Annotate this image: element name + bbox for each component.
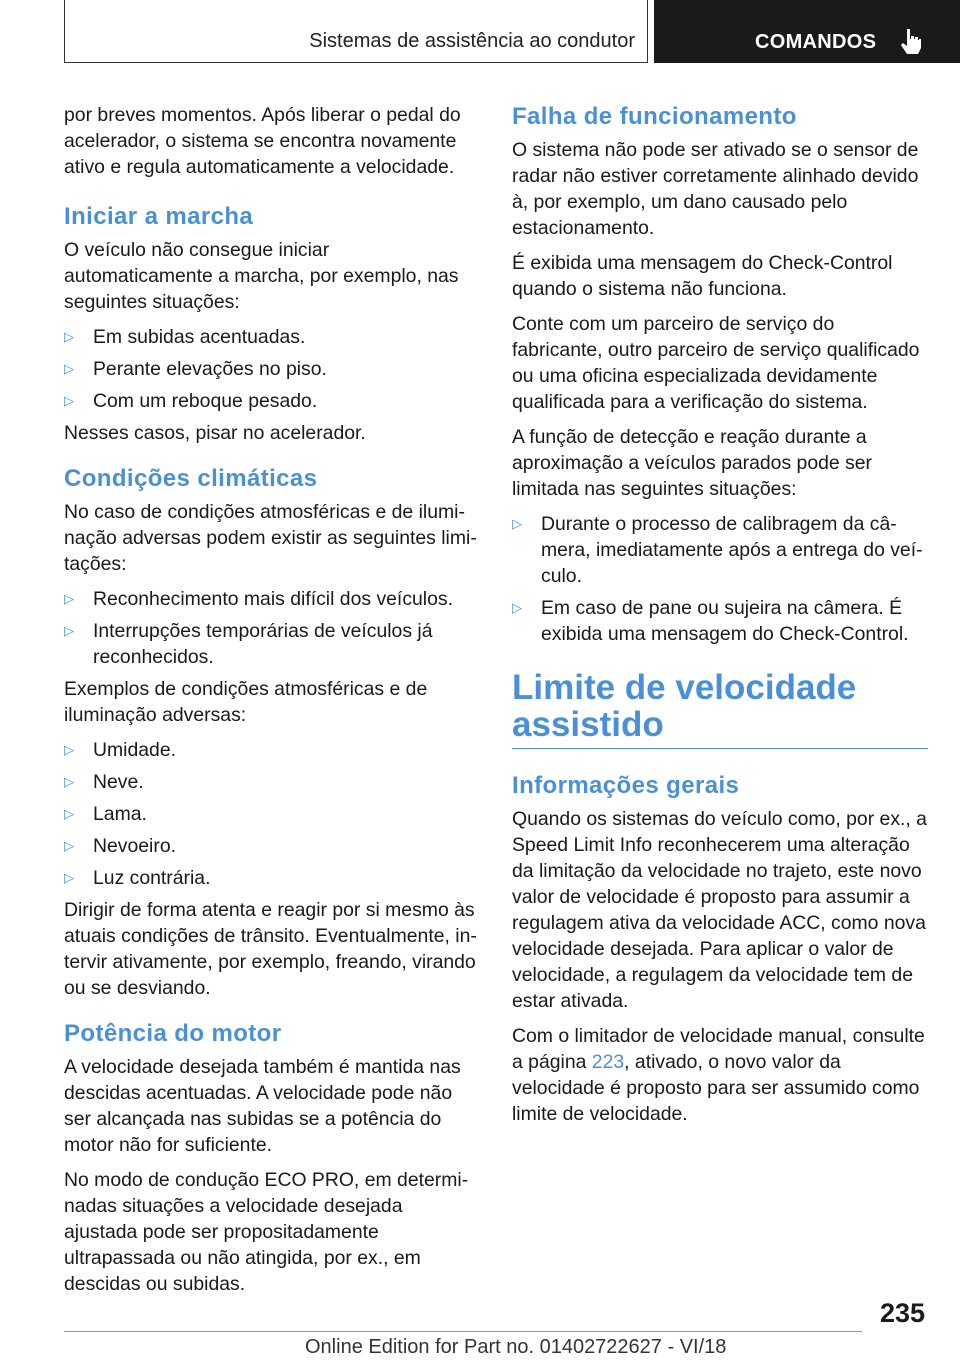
intro-paragraph: por breves momentos. Após liberar o pedal do acelerador, o sistema se encontra novamente ativo e regula automaticamente a velocidade.	[64, 104, 461, 178]
paragraph: Dirigir de forma atenta e reagir por si mesmo às atuais condições de trânsito. Eventualmente, intervir ativamente, por exemplo, freando, virando ou se desviando.	[64, 899, 477, 999]
triangle-bullet-icon: ▷	[64, 393, 74, 408]
triangle-bullet-icon: ▷	[64, 870, 74, 885]
hand-pointer-icon	[898, 27, 924, 55]
list-item: ▷ Umidade.	[64, 739, 176, 761]
paragraph: O veículo não consegue iniciar automaticamente a marcha, por exemplo, nas seguintes situações:	[64, 239, 459, 313]
list-item: ▷ Perante elevações no piso.	[64, 358, 327, 380]
paragraph: A função de detecção e reação durante a aproximação a veículos parados pode ser limitada nas seguintes situações:	[512, 426, 873, 500]
triangle-bullet-icon: ▷	[512, 516, 522, 531]
paragraph: No caso de condições atmosféricas e de iluminação adversas podem existir as seguintes limitações:	[64, 501, 477, 575]
list-item: ▷ Nevoeiro.	[64, 835, 176, 857]
triangle-bullet-icon: ▷	[64, 361, 74, 376]
triangle-bullet-icon: ▷	[64, 806, 74, 821]
paragraph: É exibida uma mensagem do Check-Control quando o sistema não funciona.	[512, 252, 893, 300]
triangle-bullet-icon: ▷	[64, 591, 74, 606]
paragraph: A velocidade desejada também é mantida nas descidas acentuadas. A velocidade pode não ser alcançada nas subidas se a potência do motor não for suficiente.	[64, 1056, 461, 1156]
paragraph: Conte com um parceiro de serviço do fabricante, outro parceiro de serviço qualificado ou uma oficina especializada devidamente qualificada para a verificação do sistema.	[512, 313, 920, 413]
paragraph: Exemplos de condições atmosféricas e de iluminação adversas:	[64, 678, 428, 726]
left-column	[64, 102, 478, 1306]
paragraph: Com o limitador de velocidade manual, consulte a página 223, ativado, o novo valor da velocidade é proposto para ser assumido como limite de velocidade.	[512, 1025, 925, 1125]
list-item: ▷ Reconhecimento mais difícil dos veículos.	[64, 588, 453, 610]
paragraph: Quando os sistemas do veículo como, por ex., a Speed Limit Info reconhecerem uma alteração da limitação da velocidade no trajeto, este novo valor de velocidade é proposto para assumir a regulagem ativa da velocidade ACC, como nova velocidade desejada. Para aplicar o valor de velocidade, a regulagem da velocidade tem de estar ativada.	[512, 808, 927, 1012]
triangle-bullet-icon: ▷	[64, 742, 74, 757]
list-item: ▷ Lama.	[64, 803, 147, 825]
list-item: ▷ Em subidas acentuadas.	[64, 326, 306, 348]
header-section-box	[64, 0, 648, 63]
section-title: Sistemas de assistência ao condutor	[309, 30, 635, 52]
list-item: ▷ Interrupções temporárias de veículos já reconhecidos.	[64, 620, 433, 668]
heading-informacoes-gerais: Informações gerais	[512, 772, 740, 799]
list-item: ▷ Durante o processo de calibragem da câmera, imediatamente após a entrega do veículo.	[512, 513, 923, 587]
footer-divider	[64, 1331, 862, 1332]
bullet-list	[512, 511, 928, 647]
heading-condicoes-climaticas: Condições climáticas	[64, 465, 318, 492]
bullet-list	[64, 324, 478, 414]
list-item: ▷ Luz contrária.	[64, 867, 211, 889]
chapter-title: COMANDOS	[755, 31, 877, 53]
heading-iniciar-a-marcha: Iniciar a marcha	[64, 203, 254, 230]
paragraph: O sistema não pode ser ativado se o sensor de radar não estiver corretamente alinhado devido à, por exemplo, um dano causado pelo estacionamento.	[512, 139, 919, 239]
chapter-heading-limite-de-velocidade: Limite de velocidade assistido	[512, 669, 928, 749]
bullet-list	[64, 737, 478, 891]
paragraph: No modo de condução ECO PRO, em determinadas situações a velocidade desejada ajustada pode ser propositadamente ultrapassada ou não atingida, por ex., em descidas ou subidas.	[64, 1169, 469, 1295]
bullet-list	[64, 586, 478, 670]
footer-edition: Online Edition for Part no. 01402722627 - VI/18	[305, 1336, 727, 1358]
heading-potencia-do-motor: Potência do motor	[64, 1020, 282, 1047]
triangle-bullet-icon: ▷	[512, 600, 522, 615]
page-number: 235	[880, 1298, 926, 1328]
header-chapter-tab[interactable]	[654, 0, 960, 63]
heading-falha-de-funcionamento: Falha de funcionamento	[512, 103, 797, 130]
triangle-bullet-icon: ▷	[64, 329, 74, 344]
list-item: ▷ Com um reboque pesado.	[64, 390, 318, 412]
triangle-bullet-icon: ▷	[64, 838, 74, 853]
right-column	[512, 102, 928, 1136]
triangle-bullet-icon: ▷	[64, 774, 74, 789]
list-item: ▷ Em caso de pane ou sujeira na câmera. É exibida uma mensagem do Check-Control.	[512, 597, 909, 645]
list-item: ▷ Neve.	[64, 771, 144, 793]
paragraph: Nesses casos, pisar no acelerador.	[64, 422, 366, 444]
page-link-223[interactable]: 223	[591, 1051, 625, 1073]
triangle-bullet-icon: ▷	[64, 623, 74, 638]
